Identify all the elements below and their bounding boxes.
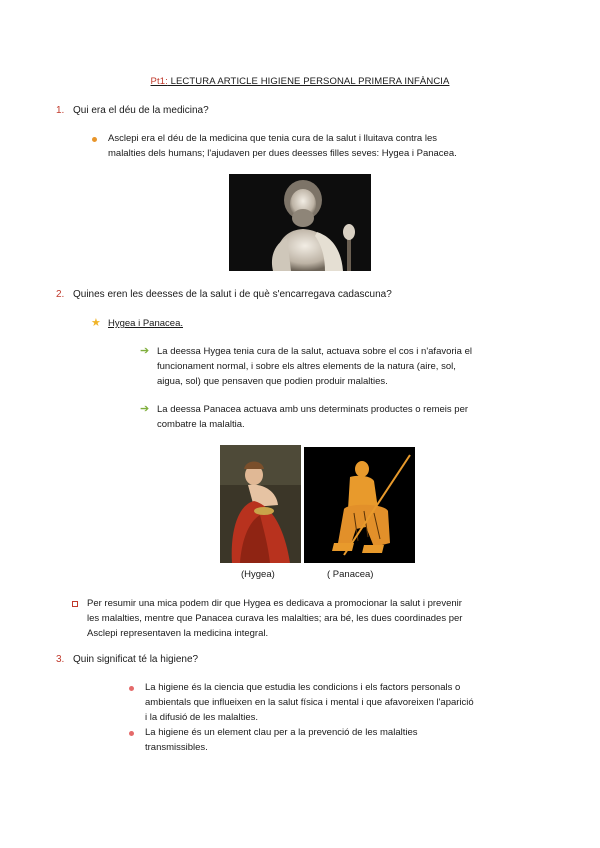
q3-number: 3.: [56, 654, 65, 665]
q3-b2-line2: transmissibles.: [145, 742, 208, 753]
hygea-line3: aigua, sol) que pensaven que podien produir malalties.: [157, 376, 388, 387]
square-bullet-icon: [72, 601, 78, 607]
arrow-right-icon: ➔: [140, 345, 150, 357]
q1-answer-line1: Asclepi era el déu de la medicina que tenia cura de la salut i lluitava contra les: [108, 133, 437, 144]
panacea-vase-art: [304, 447, 415, 563]
q1-number: 1.: [56, 105, 65, 116]
hygea-line2: funcionament normal, i sobre els altres elements de la natura (aire, sol,: [157, 361, 456, 372]
title-text: LECTURA ARTICLE HIGIENE PERSONAL PRIMERA INFÀNCIA: [167, 76, 450, 87]
bullet-dot-icon: [129, 731, 134, 736]
q3-b1-line3: i la difusió de les malalties.: [145, 712, 258, 723]
arrow-right-icon: ➔: [140, 403, 150, 415]
q1-answer-line2: malalties dels humans; l'ajudaven per dues deesses filles seves: Hygea i Panacea.: [108, 148, 457, 159]
hygea-line1: La deessa Hygea tenia cura de la salut, actuava sobre el cos i n'afavoria el: [157, 346, 472, 357]
q3-text: Quin significat té la higiene?: [73, 654, 199, 665]
bullet-dot-icon: [92, 137, 97, 142]
bullet-dot-icon: [129, 686, 134, 691]
q2-number: 2.: [56, 289, 65, 300]
panacea-line2: combatre la malaltia.: [157, 419, 245, 430]
q2-text: Quines eren les deesses de la salut i de què s'encarregava cadascuna?: [73, 289, 392, 300]
hygea-painting: [220, 445, 301, 563]
q2-star-item: Hygea i Panacea.: [108, 318, 183, 329]
summary-line2: les malalties, mentre que Panacea curava les malalties; ara bé, les dues coordinades per: [87, 613, 463, 624]
q1-text: Qui era el déu de la medicina?: [73, 105, 209, 116]
star-icon: ★: [91, 317, 101, 329]
panacea-line1: La deessa Panacea actuava amb uns determinats productes o remeis per: [157, 404, 469, 415]
q3-b2-line1: La higiene és un element clau per a la prevenció de les malalties: [145, 727, 418, 738]
q3-b1-line1: La higiene és la ciencia que estudia les condicions i els factors personals o: [145, 682, 461, 693]
asclepius-image: [229, 174, 371, 271]
q3-b1-line2: ambientals que influeixen en la salut física i mental i que afavoreixen l'aparició: [145, 697, 474, 708]
title-prefix: Pt1:: [150, 76, 168, 87]
caption-panacea: ( Panacea): [327, 569, 374, 580]
page-title: [0, 76, 600, 87]
summary-line1: Per resumir una mica podem dir que Hygea es dedicava a promocionar la salut i prevenir: [87, 598, 462, 609]
summary-line3: Asclepi representaven la medicina integral.: [87, 628, 269, 639]
caption-hygea: (Hygea): [241, 569, 275, 580]
